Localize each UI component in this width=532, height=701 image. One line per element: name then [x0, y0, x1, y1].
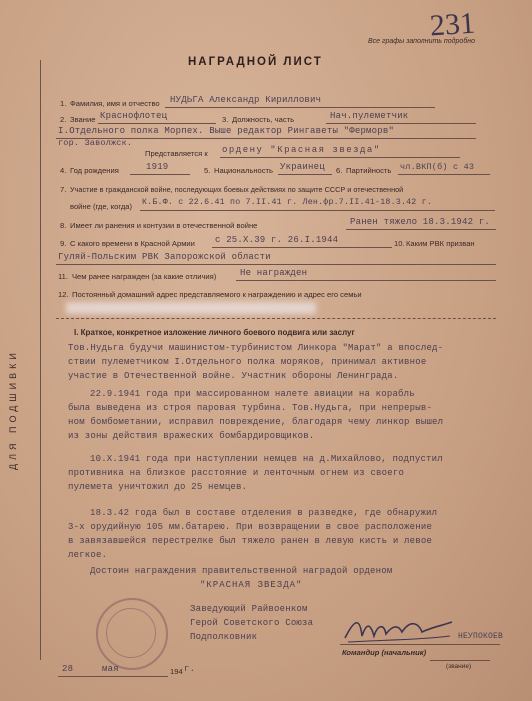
signer-name: НЕУПОКОЕВ [458, 632, 504, 641]
field-1-label: Фамилия, имя и отчество [70, 99, 160, 108]
field-2-label: Звание [70, 115, 96, 124]
narrative-line: 22.9.1941 года при массированном налете авиации на корабль [90, 389, 415, 399]
narrative-line: Достоин награждения правительственной наградой орденом [90, 566, 393, 576]
signer-line-3: Подполковник [190, 632, 258, 642]
nominated-label: Представляется к [145, 149, 208, 158]
field-5-num: 5. [204, 166, 211, 175]
page-title: НАГРАДНОЙ ЛИСТ [188, 56, 323, 68]
page-number: 231 [428, 6, 477, 43]
field-9-label: С какого времени в Красной Армии [70, 239, 195, 248]
field-4-value: 1919 [146, 162, 169, 172]
section-heading: I. Краткое, конкретное изложение личного боевого подвига или заслуг [74, 328, 355, 337]
narrative-line: ствии пулеметчиком I.Отдельного полка моряков, принимал активное [68, 357, 427, 367]
narrative-line: была выведена из строя паровая турбина. Тов.Нудьга, при непрерыв- [68, 403, 433, 413]
field-8-label: Имеет ли ранения и контузии в отечественной войне [70, 221, 258, 230]
narrative-line: в завязавшейся перестрелке был тяжело ранен в левую кисть и левое [68, 536, 433, 546]
top-note: Все графы заполнить подробно [368, 38, 476, 45]
field-3-label: Должность, часть [232, 115, 295, 124]
date-day: 28 [62, 664, 74, 674]
narrative-line: Тов.Нудьга будучи машинистом-турбинистом Линкора "Марат" а впослед- [68, 343, 444, 353]
field-8-num: 8. [60, 221, 67, 230]
narrative-line: пулемета уничтожил до 25 немцев. [68, 482, 248, 492]
field-1-value: НУДЬГА Александр Кириллович [170, 95, 322, 105]
field-5-value: Украинец [280, 162, 325, 172]
field-4-label: Год рождения [70, 166, 119, 175]
date-year: 194 [170, 667, 183, 676]
narrative-line: из зоны действия вражеских бомбардировщиков. [68, 431, 315, 441]
narrative-line: ном бомбометании, исправил повреждение, благодаря чему линкор вышел [68, 417, 444, 427]
field-7-label: Участие в гражданской войне, последующих боевых действиях по защите СССР и отечественной [70, 185, 404, 194]
field-10-label: Каким РВК призван [406, 239, 475, 248]
field-8-value: Ранен тяжело 18.3.1942 г. [350, 217, 491, 227]
signer-line-2: Герой Советского Союза [190, 618, 314, 628]
field-2-num: 2. [60, 115, 67, 124]
narrative-line: участие в Отечественной войне. Участник обороны Ленинграда. [68, 371, 399, 381]
field-3-value-cont: I.Отдельного полка Морпех. Выше редактор Рингаветы "Ферморв" [58, 126, 395, 136]
commander-label: Командир (начальник) [342, 648, 427, 657]
field-11-num: 11. [58, 272, 68, 281]
field-12-label: Постоянный домашний адрес представляемого к награждению и адрес его семьи [72, 290, 362, 299]
signer-line-1: Заведующий Райвоенком [190, 604, 308, 614]
narrative-line: 18.3.42 года был в составе отделения в разведке, где обнаружил [90, 508, 438, 518]
narrative-line: "КРАСНАЯ ЗВЕЗДА" [200, 580, 303, 590]
field-6-label: Партийность [346, 166, 392, 175]
field-3-num: 3. [222, 115, 229, 124]
field-9-num: 9. [60, 239, 67, 248]
field-6-value: чл.ВКП(б) с 43 [400, 162, 475, 172]
side-label: ДЛЯ ПОДШИВКИ [8, 349, 18, 470]
field-2-value: Краснофлотец [100, 111, 168, 121]
field-3-city: гор. Заволжск. [58, 138, 133, 148]
narrative-line: 3-х орудийную 105 мм.батарею. При возвращении в свое расположение [68, 522, 433, 532]
narrative-line: 10.X.1941 года при наступлении немцев на д.Михайлово, подпустил [90, 454, 443, 464]
binding-margin-line [40, 60, 41, 660]
field-10-value: Гуляй-Польским РВК Запорожской области [58, 252, 271, 262]
field-11-value: Не награжден [240, 268, 308, 278]
field-11-label: Чем ранее награжден (за какие отличия) [72, 272, 217, 281]
date-month: мая [102, 664, 119, 674]
field-3-value: Нач.пулеметчик [330, 111, 409, 121]
narrative-line: легкое. [68, 550, 108, 560]
redacted-address [66, 302, 316, 314]
narrative-line: противника на близкое расстояние и ленточным огнем из своего [68, 468, 405, 478]
field-5-label: Национальность [214, 166, 273, 175]
nominated-value: ордену "Красная звезда" [222, 145, 381, 155]
field-7-label-cont: войне (где, когда) [70, 202, 133, 211]
field-1-num: 1. [60, 99, 67, 108]
field-7-value: К.Б.Ф. с 22.6.41 по 7.II.41 г. Лен.фр.7.II.41-18.3.42 г. [142, 198, 433, 207]
field-10-num: 10. [394, 239, 405, 248]
field-6-num: 6. [336, 166, 343, 175]
field-12-num: 12. [58, 290, 69, 299]
field-7-num: 7. [60, 185, 67, 194]
rank-label: (звание) [446, 663, 472, 670]
field-4-num: 4. [60, 166, 67, 175]
field-9-value: с 25.X.39 г. 26.I.1944 [215, 235, 339, 245]
date-year-suffix: г. [184, 664, 196, 674]
